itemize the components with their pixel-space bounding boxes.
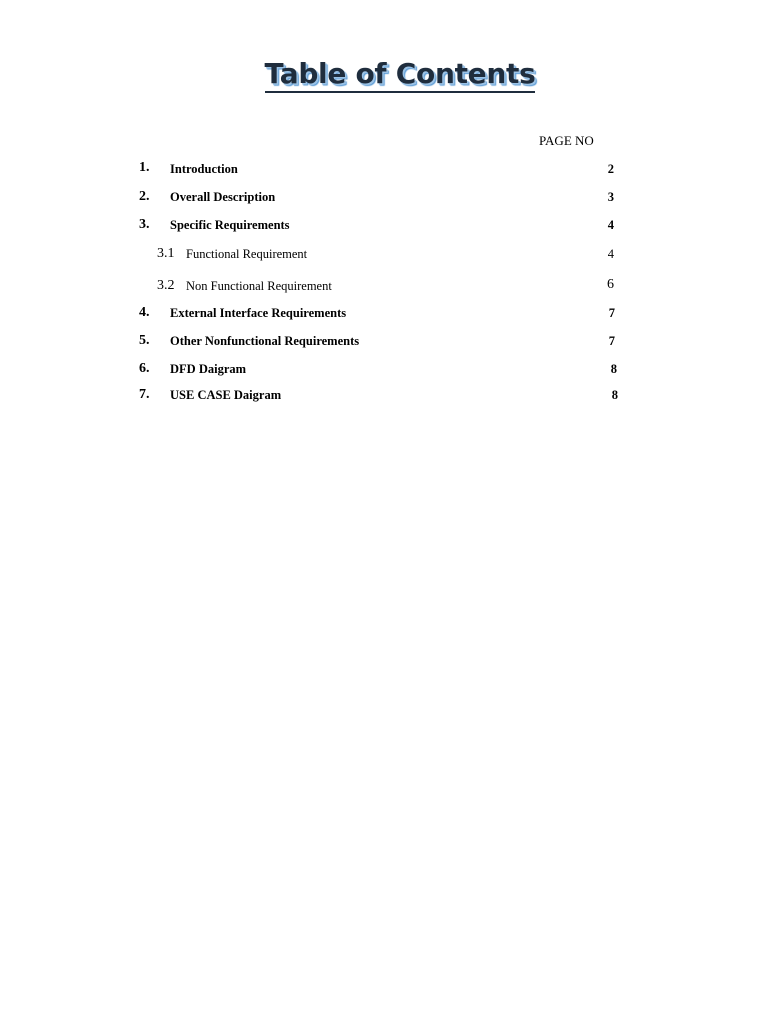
- toc-entry-page: 4: [607, 247, 614, 261]
- toc-entry: [0, 305, 768, 325]
- toc-entry-label: Overall Description: [170, 190, 276, 204]
- toc-entry: [0, 160, 768, 180]
- toc-entry-page: 7: [608, 334, 615, 348]
- toc-entry-label: External Interface Requirements: [170, 306, 347, 320]
- toc-entry-label: Non Functional Requirement: [186, 279, 332, 293]
- toc-entry-label: USE CASE Daigram: [170, 388, 282, 402]
- toc-subentry: [0, 278, 768, 298]
- toc-entry-number: 5.: [139, 333, 150, 348]
- toc-entry-number: 3.: [139, 217, 150, 232]
- toc-entry-page: 2: [607, 162, 614, 176]
- toc-entry-number: 4.: [139, 305, 150, 320]
- page-title-text: Table of Contents: [265, 57, 536, 93]
- toc-entry: [0, 217, 768, 237]
- toc-entry-label: Other Nonfunctional Requirements: [170, 334, 360, 348]
- toc-subentry: [0, 246, 768, 266]
- toc-entry-number: 3.1: [157, 246, 175, 261]
- toc-entry-number: 3.2: [157, 278, 175, 293]
- toc-entry-page: 6: [607, 277, 614, 292]
- toc-entry-page: 3: [607, 190, 614, 204]
- page-no-header: PAGE NO: [539, 133, 594, 148]
- toc-entry-number: 6.: [139, 361, 150, 376]
- toc-entry-page: 8: [611, 388, 618, 402]
- toc-entry-number: 1.: [139, 160, 150, 175]
- toc-entry: [0, 189, 768, 209]
- toc-entry-number: 7.: [139, 387, 150, 402]
- toc-entry: [0, 361, 768, 381]
- toc-entry-label: Functional Requirement: [186, 247, 308, 261]
- toc-entry-label: DFD Daigram: [170, 362, 247, 376]
- toc-entry-label: Specific Requirements: [170, 218, 290, 232]
- toc-entry: [0, 333, 768, 353]
- page-title: [0, 57, 768, 90]
- toc-entry-label: Introduction: [170, 162, 238, 176]
- toc-entry-page: 4: [607, 218, 614, 232]
- toc-entry-page: 8: [610, 362, 617, 376]
- toc-entry-page: 7: [608, 306, 615, 320]
- toc-entry: [0, 387, 768, 407]
- toc-entry-number: 2.: [139, 189, 150, 204]
